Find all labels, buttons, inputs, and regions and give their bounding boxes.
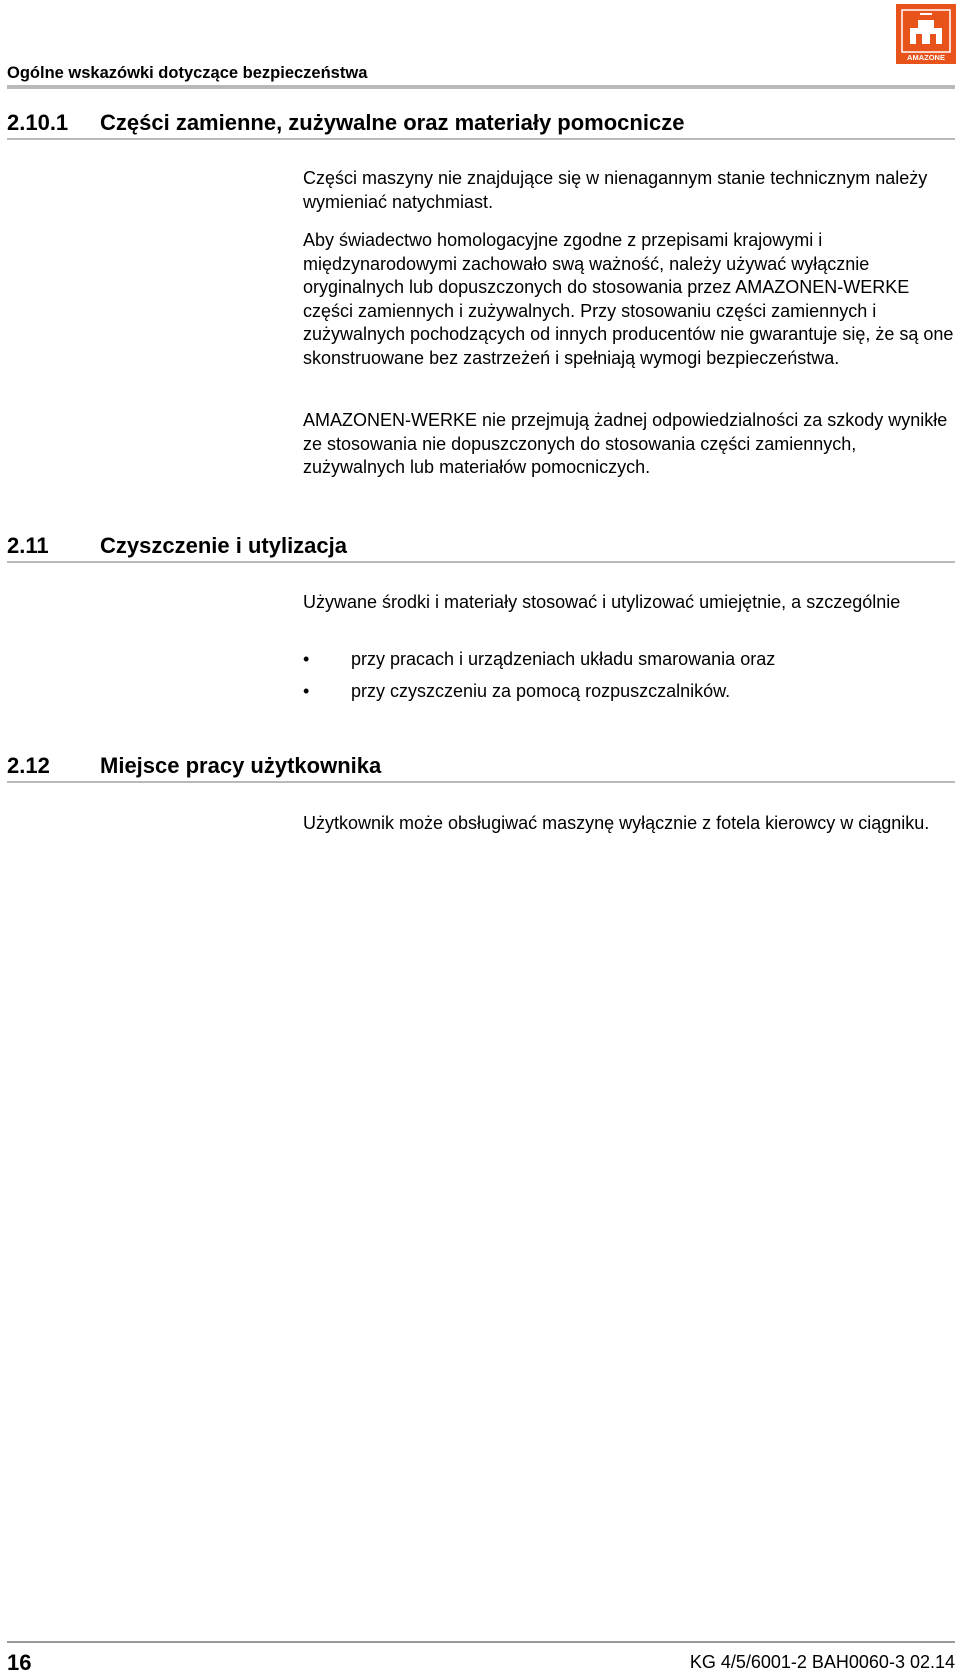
- section-title: Miejsce pracy użytkownika: [100, 753, 382, 778]
- list-item: [303, 680, 955, 704]
- paragraph: Części maszyny nie znajdujące się w nienagannym stanie technicznym należy wymieniać natychmiast.: [303, 168, 928, 212]
- amazone-logo: [896, 4, 956, 64]
- page-number: 16: [7, 1650, 32, 1675]
- list-item: [303, 648, 955, 672]
- header-title: Ogólne wskazówki dotyczące bezpieczeństwa: [7, 64, 368, 82]
- list-item-text: przy pracach i urządzeniach układu smarowania oraz: [351, 649, 776, 669]
- document-code: KG 4/5/6001-2 BAH0060-3 02.14: [689, 1652, 955, 1672]
- section-title: Części zamienne, zużywalne oraz materiały pomocnicze: [100, 110, 685, 135]
- section-divider: [7, 561, 955, 563]
- section-divider: [7, 781, 955, 783]
- logo-text: AMAZONE: [907, 53, 945, 62]
- bullet-icon: •: [303, 649, 310, 669]
- section-divider: [7, 138, 955, 140]
- paragraph: Używane środki i materiały stosować i utylizować umiejętnie, a szczególnie: [303, 592, 901, 612]
- section-number: 2.12: [7, 753, 50, 778]
- header-divider: [7, 85, 955, 89]
- section-title: Czyszczenie i utylizacja: [100, 533, 347, 558]
- paragraph: Użytkownik może obsługiwać maszynę wyłącznie z fotela kierowcy w ciągniku.: [303, 813, 930, 833]
- section-number: 2.10.1: [7, 110, 69, 135]
- section-number: 2.11: [7, 533, 49, 558]
- paragraph: AMAZONEN-WERKE nie przejmują żadnej odpowiedzialności za szkody wynikłe ze stosowania nie dopuszczonych do stosowania części zamiennych, zużywalnych lub materiałów pomocniczych.: [303, 410, 948, 478]
- bullet-icon: •: [303, 681, 310, 701]
- list-item-text: przy czyszczeniu za pomocą rozpuszczalników.: [351, 681, 731, 701]
- footer-divider: [7, 1641, 955, 1643]
- paragraph: Aby świadectwo homologacyjne zgodne z przepisami krajowymi i międzynarodowymi zachowało swą ważność, należy używać wyłącznie oryginalnych lub dopuszczonych do stosowania przez AMAZONEN-WERKE części zamiennych i zużywalnych. Przy stosowaniu części zamiennych i zużywalnych pochodzących od innych producentów nie gwarantuje się, że są one skonstruowane bez zastrzeżeń i spełniają wymogi bezpieczeństwa.: [303, 230, 954, 368]
